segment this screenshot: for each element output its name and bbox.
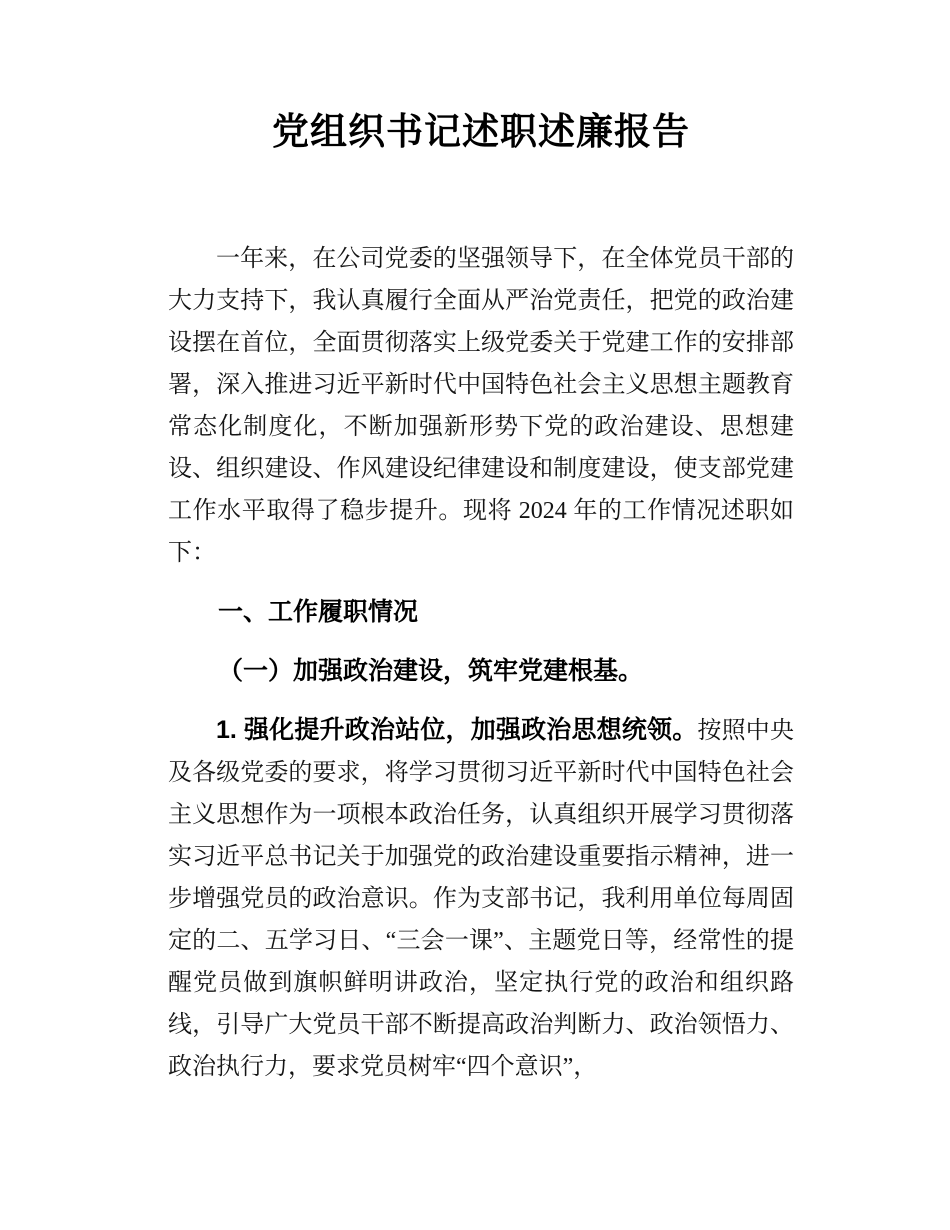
item-1-body-text: 按照中央及各级党委的要求，将学习贯彻习近平新时代中国特色社会主义思想作为一项根本政治任务，认真组织开展学习贯彻落实习近平总书记关于加强党的政治建设重要指示精神，进一步增强党员的政治意识。作为支部书记，我利用单位每周固定的二、五学习日、“三会一课”、主题党日等，经常性的提醒党员做到旗帜鲜明讲政治，坚定执行党的政治和组织路线，引导广大党员干部不断提高政治判断力、政治领悟力、政治执行力，要求党员树牢“四个意识”， — [168, 718, 794, 1080]
item-1-lead-sentence: 1. 强化提升政治站位，加强政治思想统领。 — [216, 716, 698, 744]
section-1-heading: 一、工作履职情况 — [218, 598, 419, 626]
intro-paragraph: 一年来，在公司党委的坚强领导下，在全体党员干部的大力支持下，我认真履行全面从严治党责任，把党的政治建设摆在首位，全面贯彻落实上级党委关于党建工作的安排部署，深入推进习近平新时代中国特色社会主义思想主题教育常态化制度化，不断加强新形势下党的政治建设、思想建设、组织建设、作风建设纪律建设和制度建设，使支部党建工作水平取得了稳步提升。现将 2024 年的工作情况述职如下： — [168, 246, 794, 566]
subsection-1-1-heading: （一）加强政治建设，筑牢党建根基。 — [218, 657, 644, 685]
document-title: 党组织书记述职述廉报告 — [272, 112, 690, 153]
item-1-paragraph — [168, 709, 794, 1088]
